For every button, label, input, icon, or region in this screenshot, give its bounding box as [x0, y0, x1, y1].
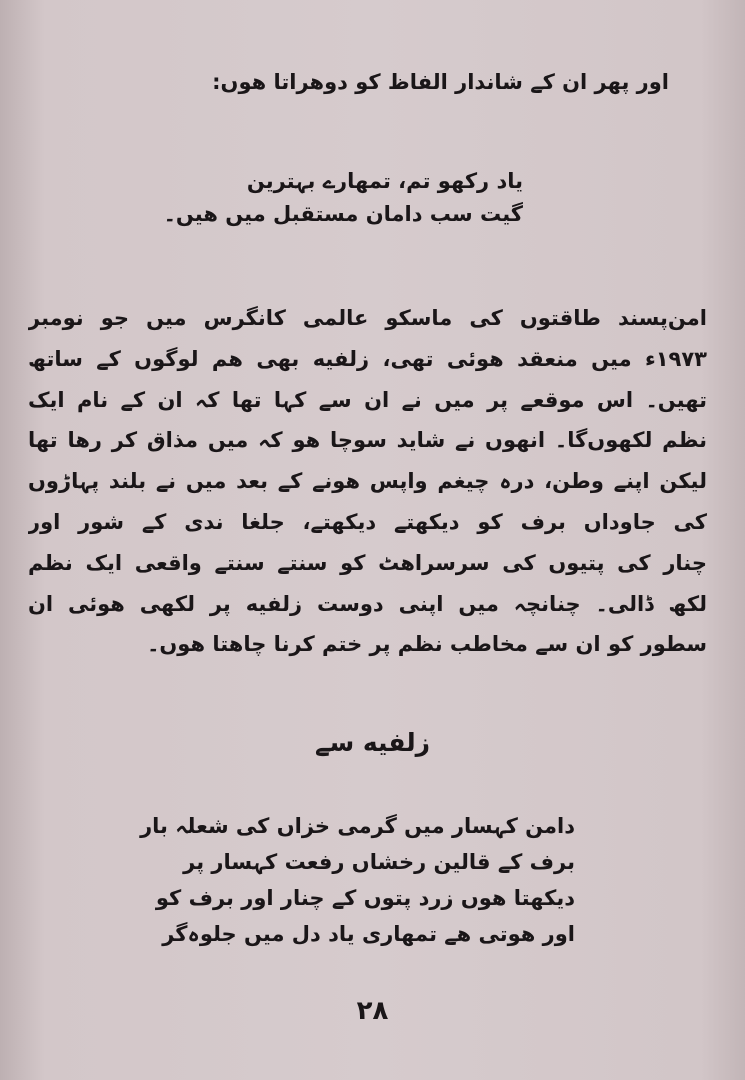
- poem-line: دامن کہسار میں گرمی خزاں کی شعلہ بار: [140, 814, 575, 838]
- poem-stanza: [120, 808, 575, 952]
- intro-line: اور پھر ان کے شاندار الفاظ کو دوھراتا ھوں:: [212, 70, 669, 94]
- poem-line: دیکھتا ھوں زرد پتوں کے چنار اور برف کو: [155, 886, 575, 910]
- paragraph-line: لکھ ڈالی۔ چنانچہ میں اپنی دوست زلفیه پر لکھی ھوئی ان: [28, 591, 707, 616]
- body-paragraph: [28, 298, 707, 665]
- poem-line: برف کے قالین رخشاں رفعت کہسار پر: [183, 850, 575, 874]
- paragraph-line: چنار کی پتیوں کی سرسراھٹ کو سنتے سنتے واقعی ایک نظم: [28, 550, 707, 575]
- couplet-line: گیت سب دامان مستقبل میں ھیں۔: [163, 202, 523, 226]
- couplet-line: یاد رکھو تم، تمھارے بہترین: [246, 169, 523, 193]
- quoted-couplet: [120, 165, 523, 231]
- paragraph-line: نظم لکھوں‌گا۔ انھوں نے شاید سوچا ھو کہ میں مذاق کر رھا تھا: [28, 428, 707, 453]
- paragraph-line: ۱۹۷۳ء میں منعقد ھوئی تھی، زلفیه بھی ھم لوگوں کے ساتھ: [28, 346, 707, 371]
- paragraph-line: سطور کو ان سے مخاطب نظم پر ختم کرنا چاھتا ھوں۔: [147, 632, 707, 657]
- paragraph-line: لیکن اپنے وطن، درہ چیغم واپس ھونے کے بعد میں نے بلند پہاڑوں: [28, 469, 707, 494]
- paragraph-line: امن‌پسند طاقتوں کی ماسکو عالمی کانگرس میں جو نومبر: [28, 306, 707, 330]
- poem-line: اور ھوتی ھے تمھاری یاد دل میں جلوہ‌گر: [162, 922, 575, 946]
- paragraph-line: تھیں۔ اس موقعے پر میں نے ان سے کہا تھا کہ ان کے نام ایک: [28, 387, 707, 412]
- page-number: ۲۸: [356, 996, 389, 1026]
- poem-title: زلفیه سے: [314, 728, 431, 757]
- paragraph-line: کی جاوداں برف کو دیکھتے دیکھتے، جلغا ندی کے شور اور: [28, 509, 707, 534]
